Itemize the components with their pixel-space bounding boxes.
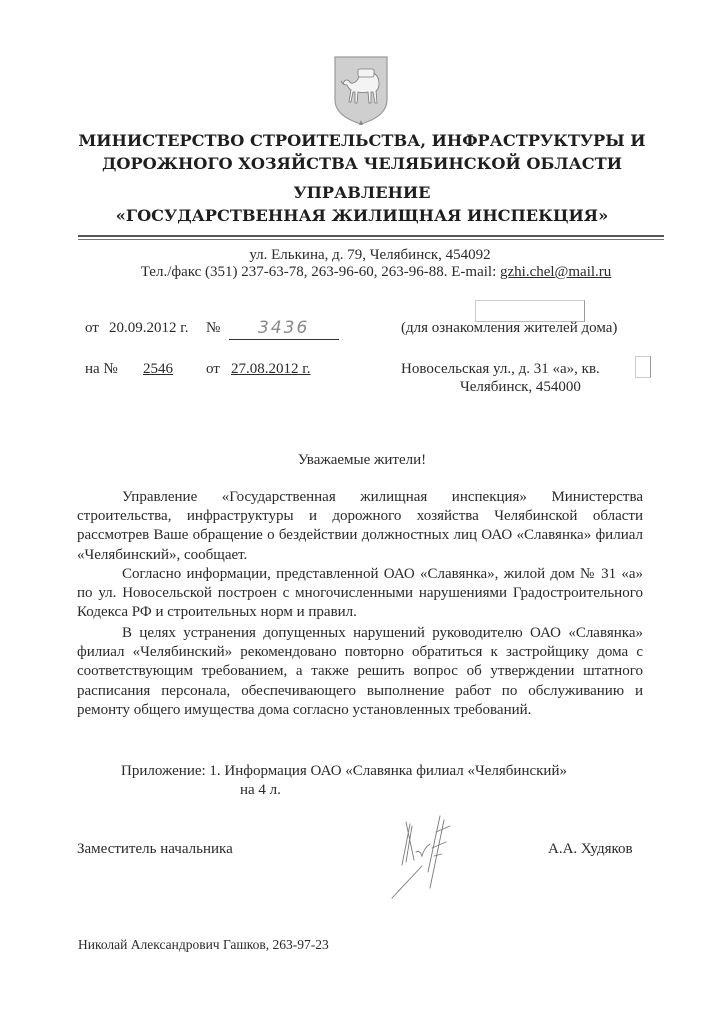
paragraph-text: Управление «Государственная жилищная инспекция» Министерства строительства, инфраструктуры и дорожного хозяйства Челябинской области рассмотрев Ваше обращение о бездействии должностных лиц ОАО «Славянка» филиал «Челябинский», сообщает. [77, 489, 643, 563]
paragraph-1 [77, 488, 643, 565]
paragraph-text: В целях устранения допущенных нарушений руководителю ОАО «Славянка» филиал «Челябинский» рекомендовано повторно обратиться к застройщику дома с соответствующим требованием, а также решить вопрос об утверждении штатного расписания персонала, обеспечивающего выполнение работ по обслуживанию и ремонту общего имущества дома согласно установленных требований. [77, 625, 643, 718]
number-label: № [206, 320, 221, 336]
recipient-address-line-1: Новосельская ул., д. 31 «а», кв. [401, 361, 600, 377]
greeting: Уважаемые жители! [297, 452, 427, 468]
letter-number: 3436 [258, 318, 310, 338]
letter-date: 20.09.2012 г. [109, 320, 189, 336]
header-divider-thick [78, 235, 664, 237]
handwritten-signature [388, 810, 468, 905]
recipient-address-line-2: Челябинск, 454000 [460, 379, 581, 395]
reply-number: 2546 [143, 361, 173, 377]
date-prefix: от [85, 320, 99, 336]
signatory-name: А.А. Худяков [548, 841, 633, 857]
department-name-line-2: «ГОСУДАРСТВЕННАЯ ЖИЛИЩНАЯ ИНСПЕКЦИЯ» [115, 206, 609, 225]
coat-of-arms-emblem [331, 54, 391, 126]
signatory-title: Заместитель начальника [77, 841, 233, 857]
paragraph-3 [77, 624, 643, 720]
header-divider-thin [78, 239, 664, 240]
paragraph-text: Согласно информации, представленной ОАО «Славянка», жилой дом № 31 «а» по ул. Новосельской построен с многочисленными нарушениями Градостроительного Кодекса РФ и строительных норм и правил. [77, 566, 643, 621]
ministry-name-line-1: МИНИСТЕРСТВО СТРОИТЕЛЬСТВА, ИНФРАСТРУКТУРЫ И [78, 131, 646, 150]
reply-prefix: на № [85, 361, 118, 377]
email-link[interactable]: gzhi.chel@mail.ru [500, 264, 612, 280]
recipient-note: (для ознакомления жителей дома) [401, 320, 618, 336]
reply-date-prefix: от [206, 361, 220, 377]
annex-line-1: Приложение: 1. Информация ОАО «Славянка филиал «Челябинский» [121, 763, 567, 779]
paragraph-2 [77, 565, 643, 623]
executor-contact: Николай Александрович Гашков, 263-97-23 [78, 937, 329, 952]
department-name-line-1: УПРАВЛЕНИЕ [293, 183, 431, 202]
annex-line-2: на 4 л. [240, 782, 281, 798]
apartment-number-box [635, 356, 651, 378]
ministry-name-line-2: ДОРОЖНОГО ХОЗЯЙСТВА ЧЕЛЯБИНСКОЙ ОБЛАСТИ [101, 154, 623, 173]
sender-address: ул. Елькина, д. 79, Челябинск, 454092 [249, 247, 491, 263]
sender-contacts [14, 264, 724, 281]
reply-date: 27.08.2012 г. [231, 361, 311, 377]
phone-fax: Тел./факс (351) 237-63-78, 263-96-60, 263-96-88. E-mail: [140, 264, 500, 280]
recipient-name-box [475, 300, 585, 322]
